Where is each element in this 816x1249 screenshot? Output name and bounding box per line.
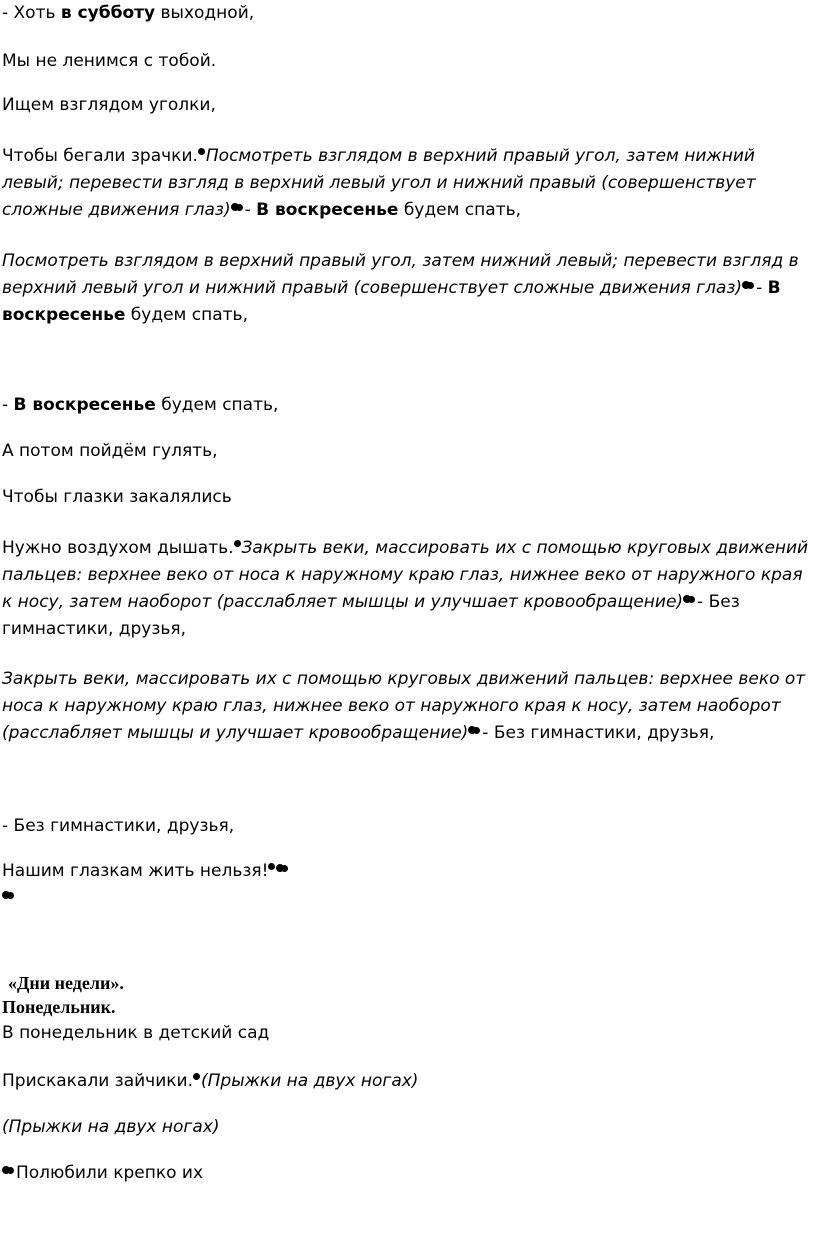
bullet-dot-icon (198, 148, 205, 155)
text-run: - Без гимнастики, друзья, (2, 592, 740, 639)
double-dot-icon (683, 595, 696, 603)
text-run: Нужно воздухом дышать. (2, 538, 234, 558)
bold-text: В воскресенье (256, 200, 399, 220)
text-run: будем спать, (398, 200, 522, 220)
bullet-dot-icon (268, 863, 275, 870)
text-run: Полюбили крепко их (16, 1163, 204, 1183)
poem-line: Мы не ленимся с тобой. (2, 51, 217, 71)
poem-line: Чтобы глазки закалялись (2, 487, 232, 507)
text-run: - (756, 278, 768, 298)
italic-instruction: (Прыжки на двух ногах) (2, 1117, 220, 1137)
bold-text: в субботу (60, 3, 156, 23)
section-title: «Дни недели». (8, 973, 124, 993)
italic-instruction: Посмотреть взглядом в верхний правый угол, затем нижний левый; перевести взгляд в верхний левый угол и нижний правый (совершенствует сложные движения глаз) (2, 146, 756, 220)
poem-paragraph (2, 143, 814, 224)
text-run: будем спать, (125, 305, 248, 325)
text-run: выходной, (155, 3, 255, 23)
text-run: Прискакали зайчики. (2, 1071, 193, 1091)
double-dot-icon (2, 1166, 15, 1174)
poem-paragraph (2, 666, 814, 747)
poem-line (2, 858, 814, 912)
poem-paragraph (2, 535, 814, 643)
section-subtitle: Понедельник. (2, 997, 116, 1017)
italic-instruction: Закрыть веки, массировать их с помощью круговых движений пальцев: верхнее веко от носа к наружному краю глаз, нижнее веко от наружного края к носу, затем наоборот (расслабляет мышцы и улучшает кровообращение) (2, 669, 806, 743)
bullet-dot-icon (193, 1073, 200, 1080)
text-run: - Без гимнастики, друзья, (482, 723, 715, 743)
poem-line: Ищем взглядом уголки, (2, 95, 216, 115)
text-run: Чтобы бегали зрачки. (2, 146, 198, 166)
italic-instruction: Закрыть веки, массировать их с помощью круговых движений пальцев: верхнее веко от носа к наружному краю глаз, нижнее веко от наружного края к носу, затем наоборот (расслабляет мышцы и улучшает кровообращение) (2, 538, 809, 612)
poem-paragraph (2, 248, 814, 329)
double-dot-icon (2, 891, 15, 899)
poem-line (2, 0, 814, 27)
bullet-dot-icon (234, 540, 241, 547)
poem-line (2, 1160, 814, 1187)
text-run: Нашим глазкам жить нельзя! (2, 861, 269, 881)
italic-instruction: Посмотреть взглядом в верхний правый угол, затем нижний левый; перевести взгляд в верхний левый угол и нижний правый (совершенствует сложные движения глаз) (2, 251, 799, 298)
text-run: будем спать, (155, 395, 279, 415)
bold-text: В воскресенье (13, 395, 156, 415)
text-run: - (244, 200, 257, 220)
italic-instruction: (Прыжки на двух ногах) (200, 1071, 419, 1091)
poem-line (2, 392, 814, 419)
double-dot-icon (742, 281, 755, 289)
double-dot-icon (468, 726, 481, 734)
double-dot-icon (276, 864, 289, 872)
bold-text: В воскресенье (2, 278, 781, 325)
text-run: - Хоть (2, 3, 61, 23)
poem-line (2, 1068, 814, 1095)
text-run: - (2, 395, 14, 415)
poem-line (2, 1114, 814, 1141)
double-dot-icon (231, 203, 244, 211)
poem-line: А потом пойдём гулять, (2, 441, 218, 461)
poem-line: В понедельник в детский сад (2, 1023, 270, 1043)
poem-line: - Без гимнастики, друзья, (2, 816, 235, 836)
